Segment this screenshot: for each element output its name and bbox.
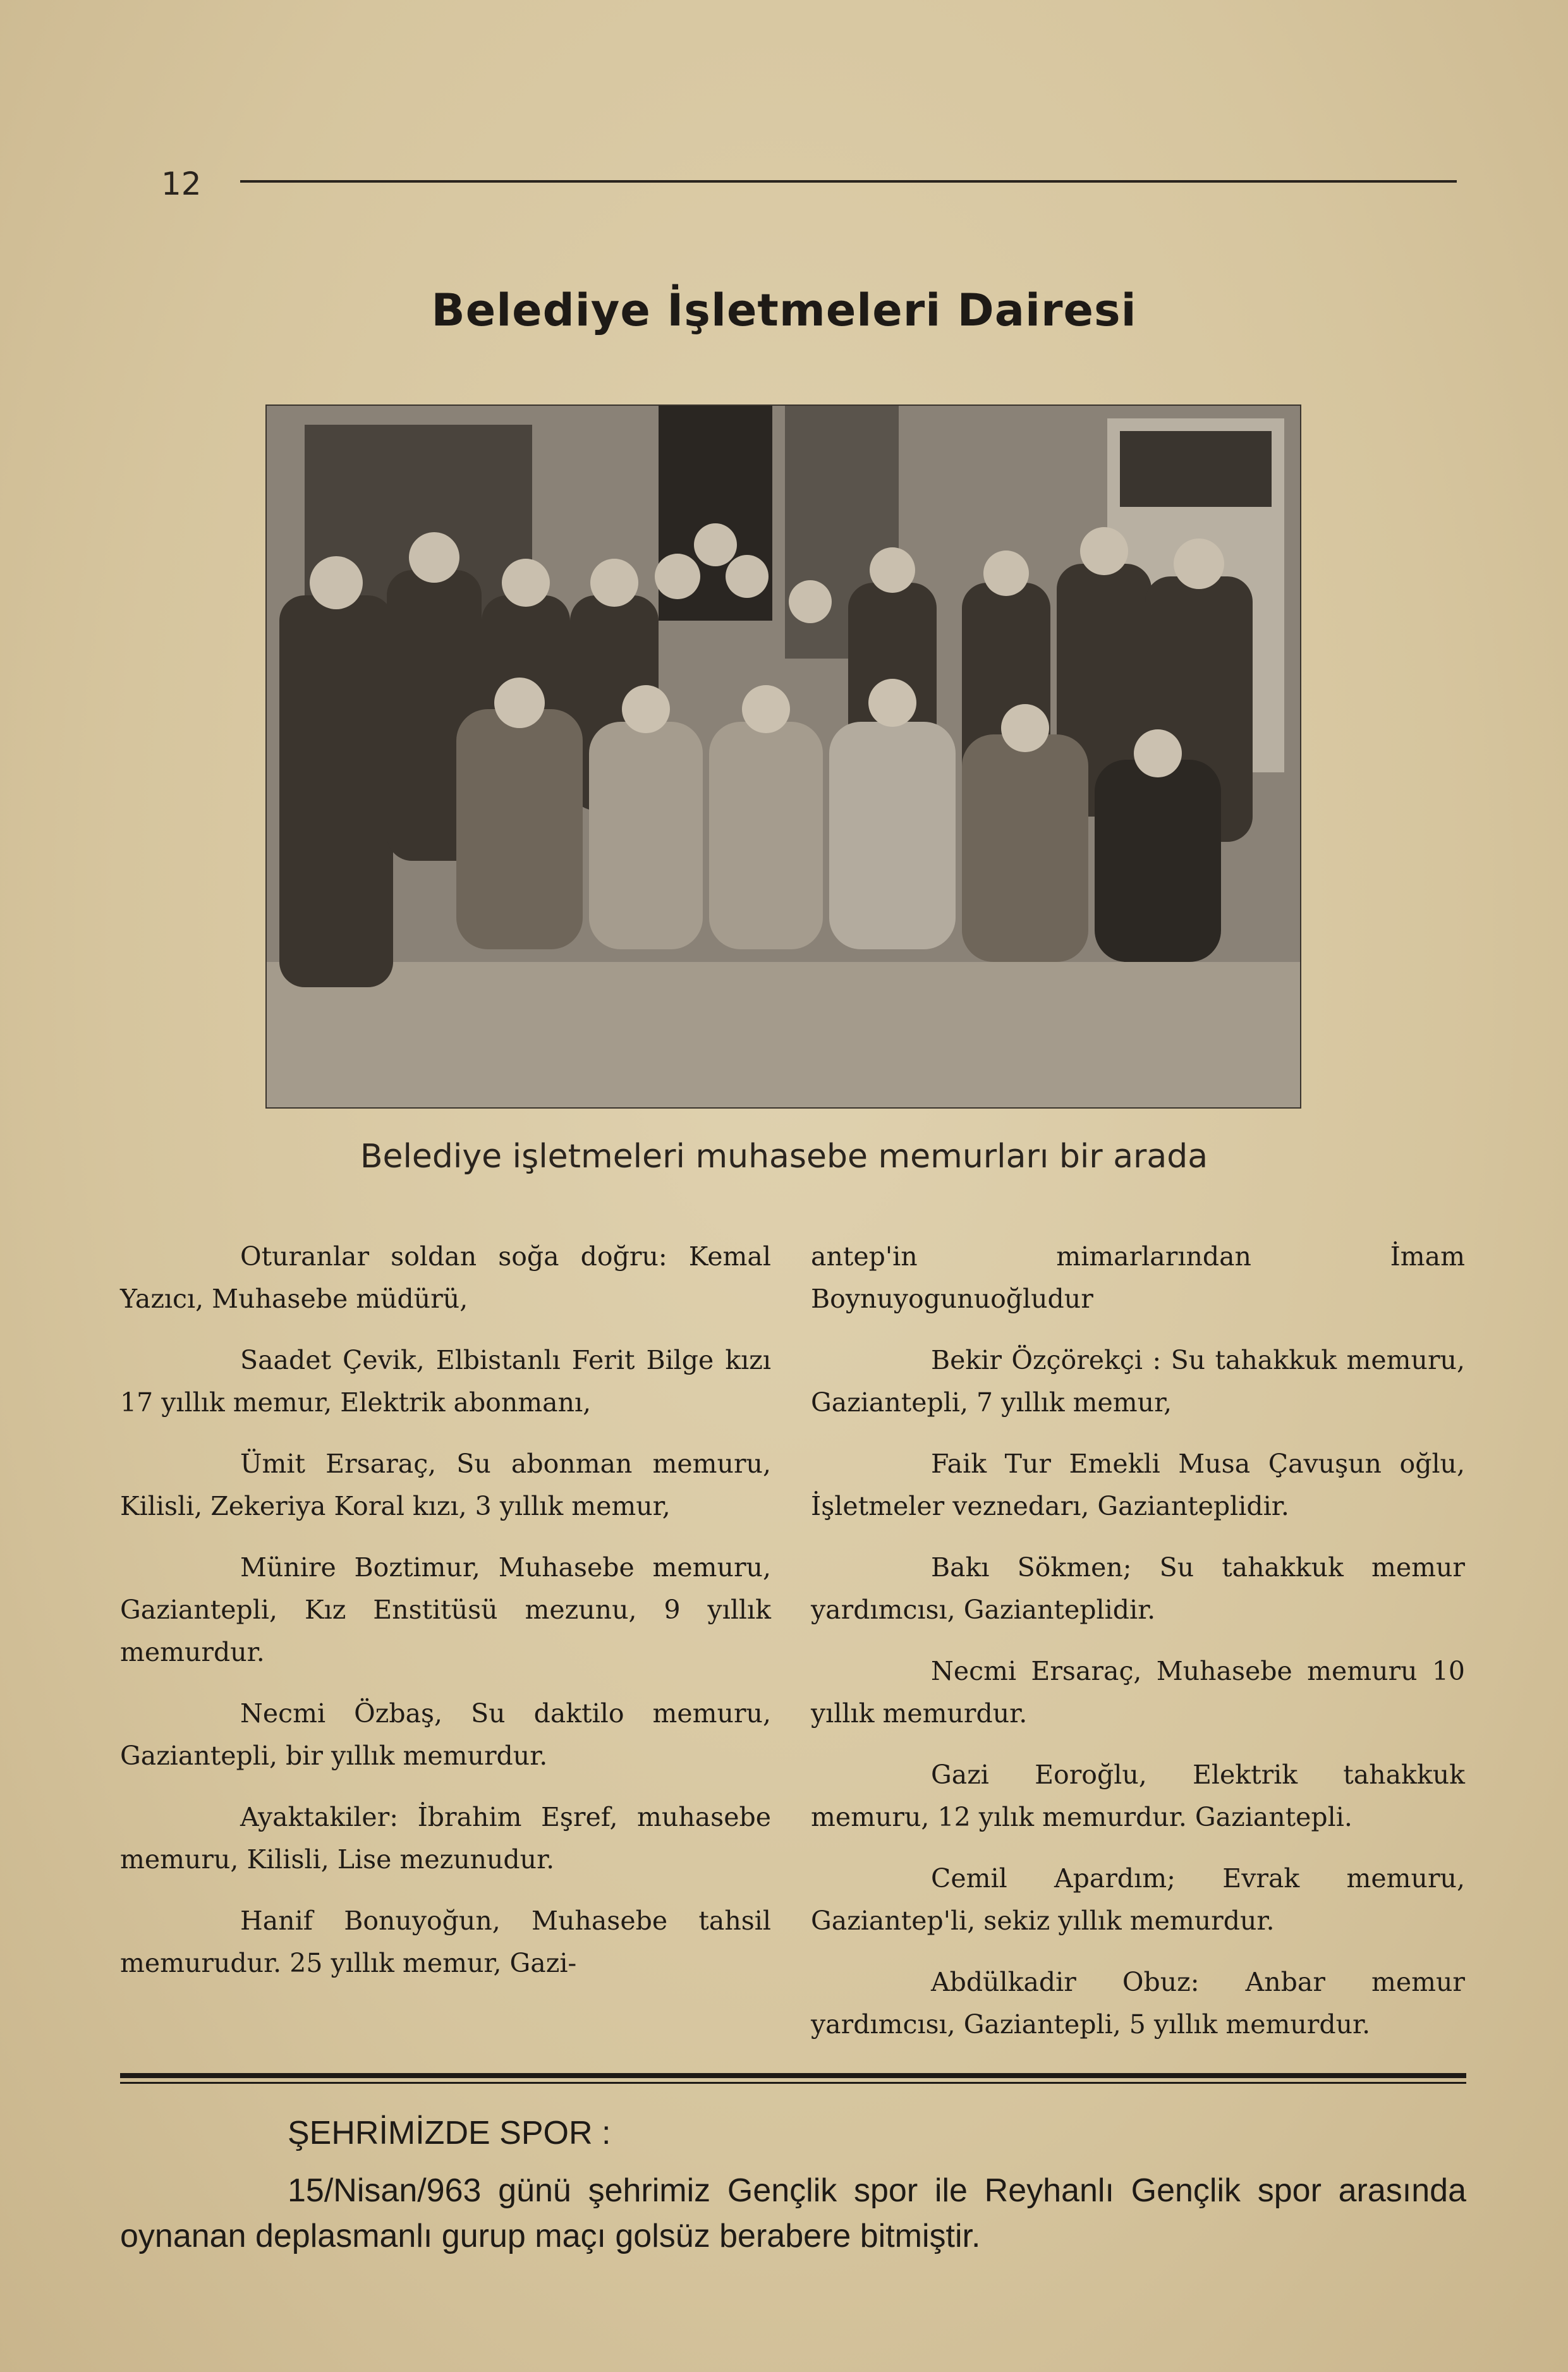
article-paragraph: Faik Tur Emekli Musa Çavuşun oğlu, İşletmeler veznedarı, Gazianteplidir. [811,1449,1465,1521]
photo-caption: Belediye işletmeleri muhasebe memurları bir arada [360,1138,1208,1176]
article-paragraph: Necmi Ersaraç, Muhasebe memuru 10 yıllık memurdur. [811,1656,1465,1729]
article-paragraph: Saadet Çevik, Elbistanlı Ferit Bilge kızı 17 yıllık memur, Elektrik abonmanı, [120,1345,771,1418]
group-photo [265,404,1301,1109]
article-left-column [120,1236,771,2004]
article-paragraph: Bakı Sökmen; Su tahakkuk memur yardımcısı, Gazianteplidir. [811,1552,1465,1625]
article-paragraph: Ümit Ersaraç, Su abonman memuru, Kilisli, Zekeriya Koral kızı, 3 yıllık memur, [120,1449,771,1521]
page-title: Belediye İşletmeleri Dairesi [431,284,1137,336]
article-paragraph: Cemil Apardım; Evrak memuru, Gaziantep'li, sekiz yıllık memurdur. [811,1863,1465,1936]
section-divider-thin [120,2082,1466,2084]
page-number: 12 [161,166,202,202]
article-paragraph: Gazi Eoroğlu, Elektrik tahakkuk memuru, 12 yılık memurdur. Gaziantepli. [811,1760,1465,1832]
article-paragraph: Ayaktakiler: İbrahim Eşref, muhasebe memuru, Kilisli, Lise mezunudur. [120,1802,771,1875]
sport-heading: ŞEHRİMİZDE SPOR : [288,2115,611,2151]
article-paragraph: Abdülkadir Obuz: Anbar memur yardımcısı, Gaziantepli, 5 yıllık memurdur. [811,1967,1465,2040]
article-right-column [811,1236,1465,2065]
article-paragraph: Bekir Özçörekçi : Su tahakkuk memuru, Gaziantepli, 7 yıllık memur, [811,1345,1465,1418]
sport-text: 15/Nisan/963 günü şehrimiz Gençlik spor ile Reyhanlı Gençlik spor arasında oynanan deplasmanlı gurup maçı golsüz berabere bitmiştir. [120,2172,1466,2254]
article-paragraph: Oturanlar soldan soğa doğru: Kemal Yazıcı, Muhasebe müdürü, [120,1241,771,1314]
article-paragraph: Münire Boztimur, Muhasebe memuru, Gaziantepli, Kız Enstitüsü mezunu, 9 yıllık memurdur. [120,1552,771,1667]
article-paragraph: Hanif Bonuyoğun, Muhasebe tahsil memurudur. 25 yıllık memur, Gazi- [120,1906,771,1978]
article-paragraph-continuation: antep'in mimarlarından İmam Boynuyogunuoğludur [811,1241,1465,1314]
article-paragraph: Necmi Özbaş, Su daktilo memuru, Gaziantepli, bir yıllık memurdur. [120,1698,771,1771]
section-divider [120,2073,1466,2078]
header-rule [240,180,1457,183]
